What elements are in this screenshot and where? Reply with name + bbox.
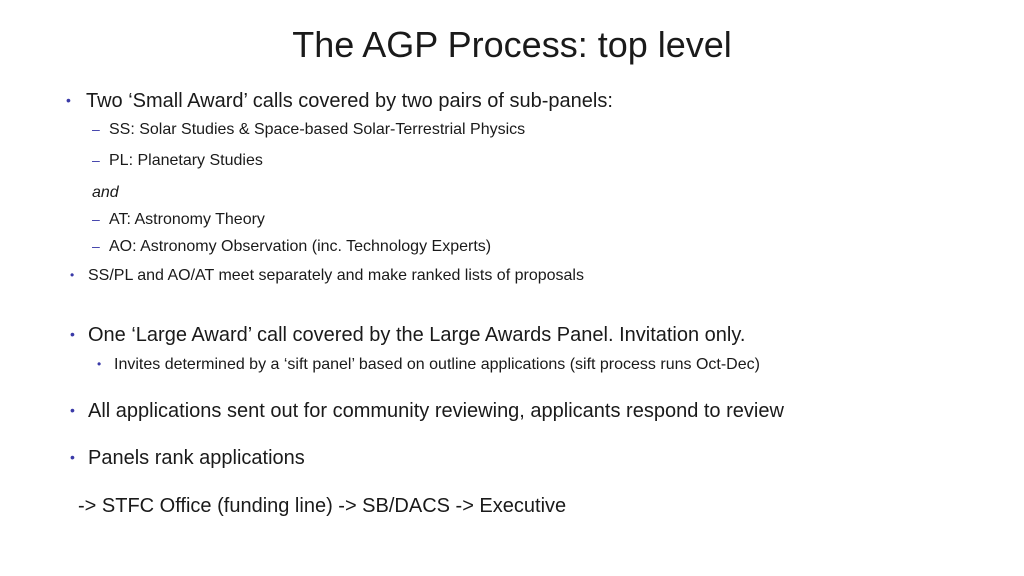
sub-bullet-marker: • bbox=[97, 357, 102, 371]
bullet-marker: • bbox=[70, 402, 75, 418]
dash-marker: – bbox=[92, 121, 100, 137]
bullet-marker: • bbox=[70, 326, 75, 342]
bullet-marker: • bbox=[70, 268, 75, 282]
subitem-invites: Invites determined by a ‘sift panel’ based on outline applications (sift process runs Oct-Dec) bbox=[114, 356, 760, 373]
subitem-ao: AO: Astronomy Observation (inc. Technology Experts) bbox=[109, 238, 492, 255]
dash-marker: – bbox=[92, 238, 100, 254]
subitem-at: AT: Astronomy Theory bbox=[109, 211, 265, 228]
bullet-large-award: One ‘Large Award’ call covered by the Large Awards Panel. Invitation only. bbox=[88, 324, 746, 346]
bullet-marker: • bbox=[70, 449, 75, 465]
bullet-marker: • bbox=[66, 92, 71, 108]
dash-marker: – bbox=[92, 211, 100, 227]
bullet-ranked-lists: SS/PL and AO/AT meet separately and make ranked lists of proposals bbox=[88, 267, 584, 284]
bullet-small-award: Two ‘Small Award’ calls covered by two pairs of sub-panels: bbox=[86, 90, 613, 112]
bullet-panels-rank: Panels rank applications bbox=[88, 447, 305, 469]
subitem-ss: SS: Solar Studies & Space-based Solar-Terrestrial Physics bbox=[109, 121, 526, 138]
subitem-pl: PL: Planetary Studies bbox=[109, 152, 263, 169]
bullet-community-review: All applications sent out for community reviewing, applicants respond to review bbox=[88, 400, 784, 422]
connector-and: and bbox=[92, 184, 119, 201]
process-flow-line: -> STFC Office (funding line) -> SB/DACS -> Executive bbox=[78, 495, 567, 517]
slide-title: The AGP Process: top level bbox=[292, 24, 732, 65]
dash-marker: – bbox=[92, 152, 100, 168]
